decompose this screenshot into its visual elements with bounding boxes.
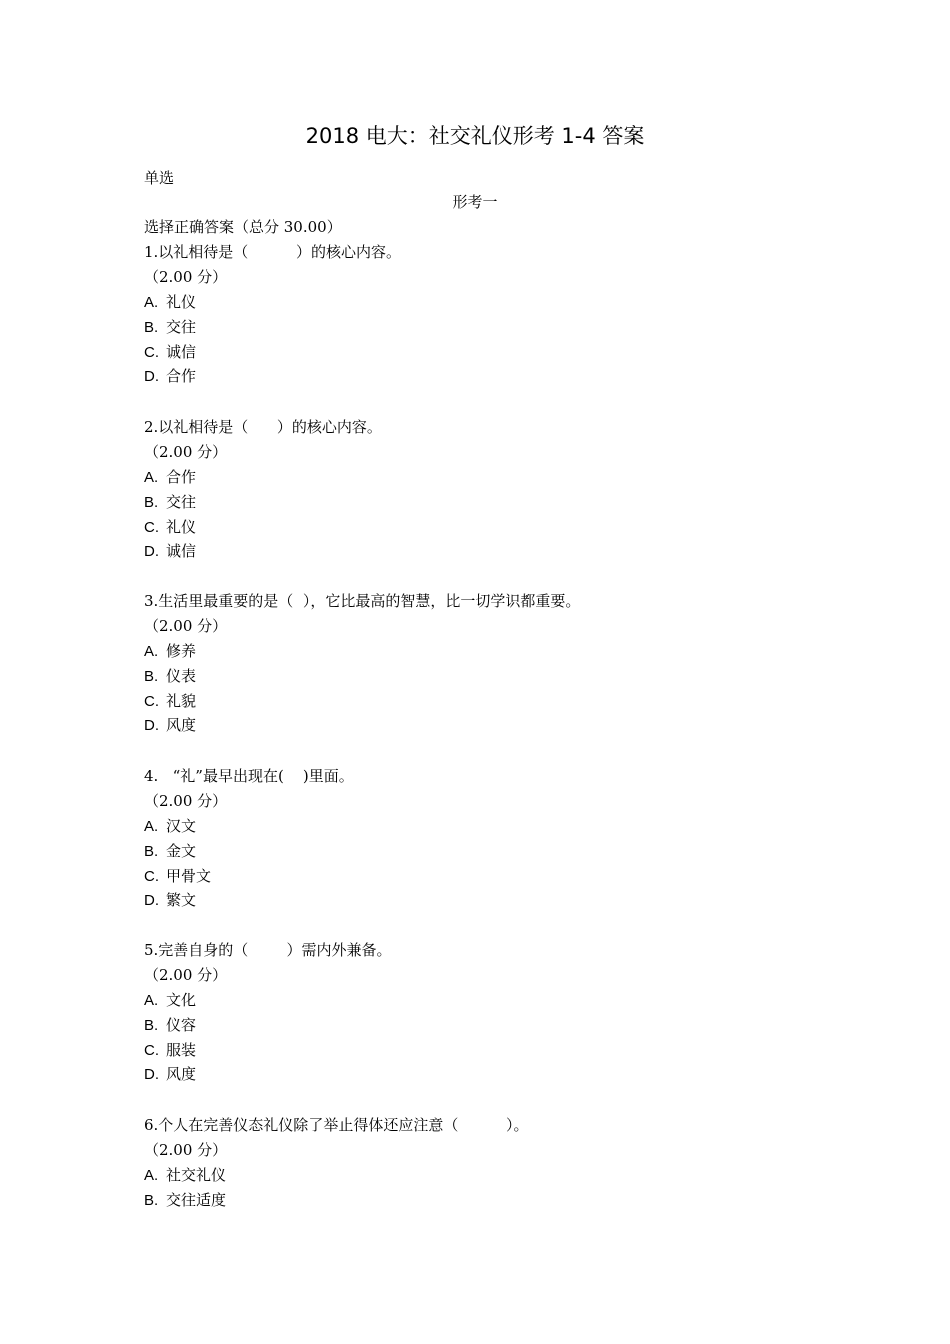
answer-option bbox=[144, 689, 580, 714]
answer-option bbox=[144, 664, 580, 689]
option-text: 合作 bbox=[166, 467, 197, 486]
document-title: 2018 电大：社交礼仪形考 1-4 答案 bbox=[305, 124, 645, 148]
option-text: 诚信 bbox=[166, 542, 197, 561]
option-text: 服装 bbox=[166, 1040, 197, 1059]
option-letter: B. bbox=[144, 493, 159, 511]
option-text: 仪表 bbox=[166, 666, 197, 685]
option-letter: D. bbox=[144, 717, 159, 735]
question-stem: 6.个人在完善仪态礼仪除了举止得体还应注意（ ）。 bbox=[144, 1116, 529, 1134]
option-letter: D. bbox=[144, 1066, 159, 1084]
answer-option bbox=[144, 490, 382, 515]
question-stem: 3.生活里最重要的是（ ），它比最高的智慧，比一切学识都重要。 bbox=[144, 592, 581, 610]
answer-option bbox=[144, 1038, 391, 1063]
question-score: （2.00 分） bbox=[144, 616, 228, 635]
question-stem: 2.以礼相待是（ ）的核心内容。 bbox=[144, 418, 382, 436]
answer-option bbox=[144, 1163, 529, 1188]
section-label: 单选 bbox=[144, 169, 175, 187]
option-letter: A. bbox=[144, 468, 159, 486]
option-letter: B. bbox=[144, 318, 159, 336]
instruction-text: 选择正确答案（总分 30.00） bbox=[144, 218, 342, 236]
option-text: 礼貌 bbox=[166, 691, 197, 710]
question-score: （2.00 分） bbox=[144, 965, 228, 984]
option-letter: B. bbox=[144, 667, 159, 685]
option-text: 交往 bbox=[166, 317, 197, 336]
question-stem: 4. “礼”最早出现在( )里面。 bbox=[144, 767, 354, 785]
option-text: 礼仪 bbox=[166, 517, 197, 536]
answer-option bbox=[144, 639, 580, 664]
answer-option bbox=[144, 515, 382, 540]
answer-option bbox=[144, 888, 354, 913]
question-score: （2.00 分） bbox=[144, 442, 228, 461]
option-letter: D. bbox=[144, 543, 159, 561]
option-letter: D. bbox=[144, 892, 159, 910]
option-letter: C. bbox=[144, 867, 159, 885]
option-letter: B. bbox=[144, 1016, 159, 1034]
question-score: （2.00 分） bbox=[144, 267, 228, 286]
option-text: 交往适度 bbox=[166, 1190, 227, 1209]
option-text: 风度 bbox=[166, 1065, 197, 1084]
option-letter: B. bbox=[144, 842, 159, 860]
exam-heading: 形考一 bbox=[452, 193, 498, 211]
option-text: 文化 bbox=[166, 990, 197, 1009]
answer-option bbox=[144, 1188, 529, 1213]
question-item bbox=[144, 764, 354, 913]
option-text: 金文 bbox=[166, 841, 197, 860]
option-letter: C. bbox=[144, 343, 159, 361]
option-letter: A. bbox=[144, 991, 159, 1009]
option-text: 合作 bbox=[166, 367, 197, 386]
option-letter: D. bbox=[144, 368, 159, 386]
question-item bbox=[144, 938, 391, 1087]
question-score: （2.00 分） bbox=[144, 1140, 228, 1159]
answer-option bbox=[144, 814, 354, 839]
option-text: 风度 bbox=[166, 716, 197, 735]
option-text: 修养 bbox=[166, 641, 197, 660]
option-letter: A. bbox=[144, 642, 159, 660]
option-letter: A. bbox=[144, 293, 159, 311]
question-score: （2.00 分） bbox=[144, 791, 228, 810]
option-text: 甲骨文 bbox=[166, 866, 212, 885]
question-item bbox=[144, 589, 580, 738]
option-letter: A. bbox=[144, 817, 159, 835]
question-stem: 1.以礼相待是（ ）的核心内容。 bbox=[144, 243, 401, 261]
option-letter: C. bbox=[144, 1041, 159, 1059]
answer-option bbox=[144, 539, 382, 564]
option-letter: C. bbox=[144, 692, 159, 710]
option-text: 交往 bbox=[166, 492, 197, 511]
option-text: 仪容 bbox=[166, 1015, 197, 1034]
option-text: 诚信 bbox=[166, 342, 197, 361]
answer-option bbox=[144, 315, 401, 340]
answer-option bbox=[144, 839, 354, 864]
answer-option bbox=[144, 988, 391, 1013]
question-item bbox=[144, 1113, 529, 1213]
answer-option bbox=[144, 1013, 391, 1038]
answer-option bbox=[144, 340, 401, 365]
option-letter: C. bbox=[144, 518, 159, 536]
answer-option bbox=[144, 864, 354, 889]
answer-option bbox=[144, 364, 401, 389]
question-item bbox=[144, 415, 382, 564]
answer-option bbox=[144, 1062, 391, 1087]
question-item bbox=[144, 240, 401, 389]
option-letter: A. bbox=[144, 1166, 159, 1184]
option-text: 繁文 bbox=[166, 891, 197, 910]
answer-option bbox=[144, 290, 401, 315]
answer-option bbox=[144, 465, 382, 490]
option-letter: B. bbox=[144, 1191, 159, 1209]
answer-option bbox=[144, 713, 580, 738]
option-text: 礼仪 bbox=[166, 292, 197, 311]
option-text: 社交礼仪 bbox=[166, 1165, 227, 1184]
option-text: 汉文 bbox=[166, 816, 197, 835]
question-stem: 5.完善自身的（ ）需内外兼备。 bbox=[144, 941, 392, 959]
